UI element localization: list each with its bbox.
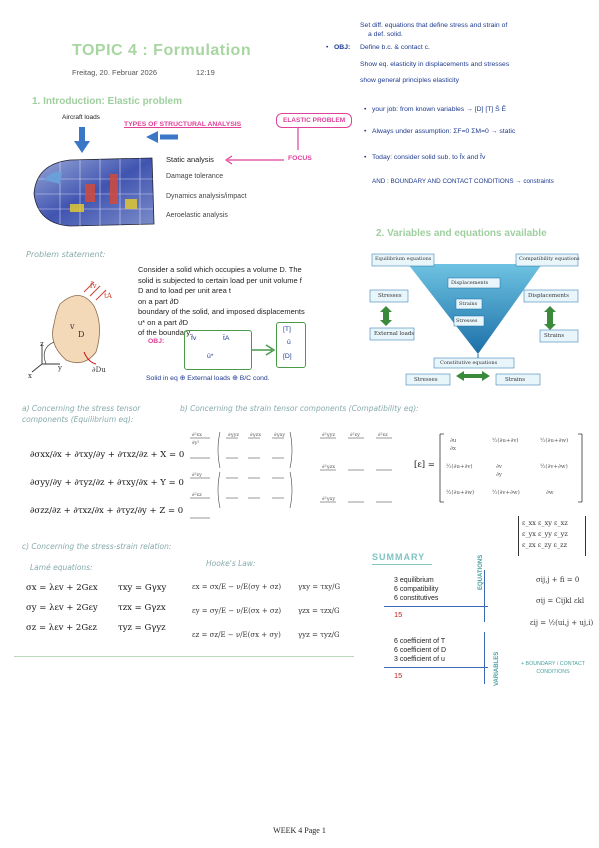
svg-text:½(∂u+∂v): ½(∂u+∂v)	[492, 438, 519, 444]
today-note: Today: consider solid sub. to f̄x and f̄v	[372, 154, 486, 161]
svg-text:∂x: ∂x	[450, 446, 456, 452]
node-constitutive-equations: Constitutive equations	[440, 360, 498, 366]
label-v: v	[70, 322, 75, 331]
equilibrium-eq: ∂σxx/∂x + ∂τxy/∂y + ∂τxz/∂z + X = 0	[30, 450, 185, 460]
hooke-eq: εy = σy/E − ν/E(σx + σz)	[192, 607, 282, 615]
label-y: y	[58, 364, 62, 372]
problem-line: u* on a part ∂D	[138, 317, 188, 327]
node-strains: Strains	[544, 333, 565, 339]
problem-line: of the boundary.	[138, 328, 192, 337]
variables-vertical-label: VARIABLES	[494, 651, 500, 686]
node-stresses-bottom: Stresses	[414, 377, 438, 383]
section-divider	[14, 656, 354, 657]
summary-formula: σij = Cijkl εkl	[536, 597, 585, 605]
known-fv: f̄v	[191, 335, 197, 342]
lame-eq: σz = λεv + 2Gεz	[26, 623, 98, 633]
static-analysis: Static analysis	[166, 155, 214, 164]
objectives-line: Define b.c. & contact c.	[360, 44, 430, 51]
aeroelastic-analysis: Aeroelastic analysis	[166, 212, 228, 219]
svg-text:½(∂u+∂v): ½(∂u+∂v)	[446, 464, 473, 470]
problem-line: boundary of the solid, and imposed displacements	[138, 307, 305, 316]
known-u: ū*	[207, 353, 214, 360]
stress-heading: a) Concerning the stress tensor	[22, 404, 141, 413]
shear-eq: τyz = Gγyz	[118, 623, 166, 633]
page-time: 12:19	[196, 68, 215, 77]
label-ta: t̄A	[104, 292, 112, 300]
svg-text:∂²εz: ∂²εz	[378, 432, 388, 438]
summary-formula: εij = ½(ui,j + uj,i)	[530, 619, 594, 627]
summary-formula: σij,j + fi = 0	[536, 576, 580, 584]
unknown-d: [D]	[283, 353, 292, 360]
node-strains-center: Strains	[459, 301, 478, 307]
known-ta: t̄A	[223, 335, 230, 342]
label-z: z	[40, 340, 44, 348]
objectives-line: a def. solid.	[368, 31, 403, 38]
objectives-line: show general principles elasticity	[360, 77, 459, 84]
known-variables-box	[184, 330, 252, 370]
unknown-variables-box	[276, 322, 306, 368]
node-strains-bottom: Strains	[505, 377, 526, 383]
objectives-line: Set diff. equations that define stress and strain of	[360, 22, 508, 29]
node-compatibility-equations: Compatibility equations	[519, 256, 580, 262]
node-external-loads: External loads	[374, 331, 415, 337]
svg-text:½(∂u+∂w): ½(∂u+∂w)	[446, 490, 475, 496]
objectives-line: Show eq. elasticity in displacements and stresses	[360, 61, 510, 68]
hooke-heading: Hooke's Law:	[206, 559, 256, 568]
assumption-note: •	[364, 128, 367, 135]
assumption-note: Always under assumption: ΣF=0 ΣM=0 → static	[372, 128, 516, 135]
svg-text:∂y: ∂y	[496, 472, 502, 478]
label-x: x	[28, 372, 32, 380]
hooke-shear-eq: γxy = τxy/G	[298, 583, 341, 591]
summary-line	[384, 606, 488, 607]
svg-text:∂²γyz: ∂²γyz	[322, 432, 336, 438]
svg-text:∂²εx: ∂²εx	[192, 432, 202, 438]
svg-text:∂²γxy: ∂²γxy	[322, 496, 336, 502]
summary-title: SUMMARY	[372, 552, 426, 562]
problem-line: on a part ∂D	[138, 296, 179, 306]
svg-text:½(∂v+∂w): ½(∂v+∂w)	[540, 464, 568, 470]
lame-eq: σx = λεv + 2Gεx	[26, 583, 98, 593]
problem-summary: Solid in eq ⊕ External loads ⊕ B/C cond.	[146, 375, 270, 382]
svg-text:∂²γzx: ∂²γzx	[322, 464, 336, 470]
summary-var-item: 6 coefficient of D	[394, 647, 447, 654]
svg-text:∂u: ∂u	[450, 438, 457, 444]
hooke-eq: εx = σx/E − ν/E(σy + σz)	[192, 583, 282, 591]
label-d: D	[78, 330, 85, 339]
summary-eq-item: 3 equilibrium	[394, 577, 434, 584]
aircraft-loads-label: Aircraft loads	[62, 114, 100, 121]
objectives-label: OBJ:	[334, 44, 351, 51]
summary-var-item: 3 coefficient of u	[394, 656, 445, 663]
svg-text:∂γzx: ∂γzx	[250, 432, 262, 438]
objectives-bullet: •	[326, 44, 329, 51]
damage-tolerance: Damage tolerance	[166, 173, 224, 180]
node-stresses-center: Stresses	[456, 318, 478, 324]
problem-text	[138, 265, 354, 339]
svg-text:½(∂v+∂w): ½(∂v+∂w)	[492, 490, 520, 496]
solid-body-sketch	[24, 272, 134, 382]
shear-eq: τxy = Gγxy	[118, 583, 167, 593]
boundary-note: AND : BOUNDARY AND CONTACT CONDITIONS → constraints	[372, 178, 554, 185]
strain-heading: b) Concerning the strain tensor components (Compatibility eq):	[180, 404, 419, 413]
hooke-eq: εz = σz/E − ν/E(σx + σy)	[192, 631, 281, 639]
svg-text:∂²εy: ∂²εy	[192, 472, 203, 478]
today-note: •	[364, 154, 367, 161]
problem-obj-label: OBJ:	[148, 338, 165, 345]
equilibrium-eq: ∂σzz/∂z + ∂τxz/∂x + ∂τyz/∂y + Z = 0	[30, 506, 184, 516]
types-label: TYPES OF STRUCTURAL ANALYSIS	[124, 121, 242, 128]
node-stresses: Stresses	[378, 293, 402, 299]
svg-text:∂v: ∂v	[496, 464, 502, 470]
focus-arrow	[224, 128, 304, 178]
summary-boundary-note: + BOUNDARY / CONTACT CONDITIONS	[520, 661, 585, 675]
summary-var-item: 6 coefficient of T	[394, 638, 446, 645]
hooke-shear-eq: γyz = τyz/G	[298, 631, 340, 639]
problem-heading: Problem statement:	[26, 250, 106, 259]
summary-variables-block	[394, 637, 446, 664]
problem-line: D and to load per unit area t	[138, 286, 231, 295]
section-heading: 1. Introduction: Elastic problem	[32, 96, 183, 107]
strain-tensor-label: [ε] =	[414, 460, 435, 470]
label-fv: f̄v	[90, 282, 97, 290]
summary-eq-item: 6 compatibility	[394, 586, 439, 593]
svg-text:∂y²: ∂y²	[192, 440, 200, 446]
arrow-icon	[252, 344, 276, 356]
strain-tensor-matrix	[436, 432, 586, 504]
svg-text:∂w: ∂w	[546, 490, 554, 496]
dynamics-analysis: Dynamics analysis/impact	[166, 193, 247, 200]
summary-divider	[484, 570, 485, 622]
hooke-shear-eq: γzx = τzx/G	[298, 607, 340, 615]
node-displacements: Displacements	[528, 293, 569, 299]
summary-eq-item: 6 constitutives	[394, 595, 439, 602]
strain-matrix-row: ε_zx ε_zy ε_zz	[522, 541, 568, 549]
summary-underline	[372, 564, 432, 565]
lame-eq: σy = λεv + 2Gεy	[26, 603, 98, 613]
strain-matrix-row: ε_xx ε_xy ε_xz	[522, 519, 568, 527]
job-note: your job: from known variables → [D] [T] S̄ Ē	[372, 106, 507, 113]
compatibility-equations-block	[186, 430, 411, 530]
summary-line	[384, 667, 488, 668]
strain-matrix-row: ε_yx ε_yy ε_yz	[522, 530, 568, 538]
aircraft-mesh-image	[30, 154, 160, 234]
focus-label: FOCUS	[288, 155, 312, 162]
summary-var-total: 15	[394, 671, 403, 680]
elastic-problem-box: ELASTIC PROBLEM	[276, 113, 352, 128]
summary-equations-block	[394, 576, 438, 603]
strain-matrix-box	[518, 516, 586, 556]
unknown-t: [T]	[283, 326, 291, 333]
svg-text:∂γxy: ∂γxy	[274, 432, 286, 438]
svg-text:∂²εy: ∂²εy	[350, 432, 361, 438]
svg-text:∂²εz: ∂²εz	[192, 492, 202, 498]
node-equilibrium-equations: Equilibrium equations	[375, 256, 432, 262]
equations-vertical-label: EQUATIONS	[478, 554, 484, 590]
unknown-u: ū	[287, 339, 291, 346]
svg-text:∂γyz: ∂γyz	[228, 432, 240, 438]
svg-text:½(∂u+∂w): ½(∂u+∂w)	[540, 438, 569, 444]
job-note: •	[364, 106, 367, 113]
section-heading: 2. Variables and equations available	[376, 228, 547, 239]
problem-line: Consider a solid which occupies a volume D. The	[138, 265, 302, 274]
lame-heading: Lamé equations:	[30, 563, 93, 572]
label-du: ∂Du	[92, 366, 106, 374]
stress-heading: components (Equilibrium eq):	[22, 415, 134, 424]
node-displacements-center: Displacements	[451, 280, 489, 286]
shear-eq: τzx = Gγzx	[118, 603, 166, 613]
problem-line: solid is subjected to certain load per unit volume f	[138, 275, 302, 285]
page-date: Freitag, 20. Februar 2026	[72, 68, 158, 77]
equilibrium-eq: ∂σyy/∂y + ∂τyz/∂z + ∂τxy/∂x + Y = 0	[30, 478, 184, 488]
stress-strain-heading: c) Concerning the stress-strain relation:	[22, 542, 172, 551]
page-footer: WEEK 4 Page 1	[273, 826, 326, 835]
summary-eq-total: 15	[394, 610, 403, 619]
summary-divider	[484, 632, 485, 684]
page-title: TOPIC 4 : Formulation	[72, 42, 252, 59]
